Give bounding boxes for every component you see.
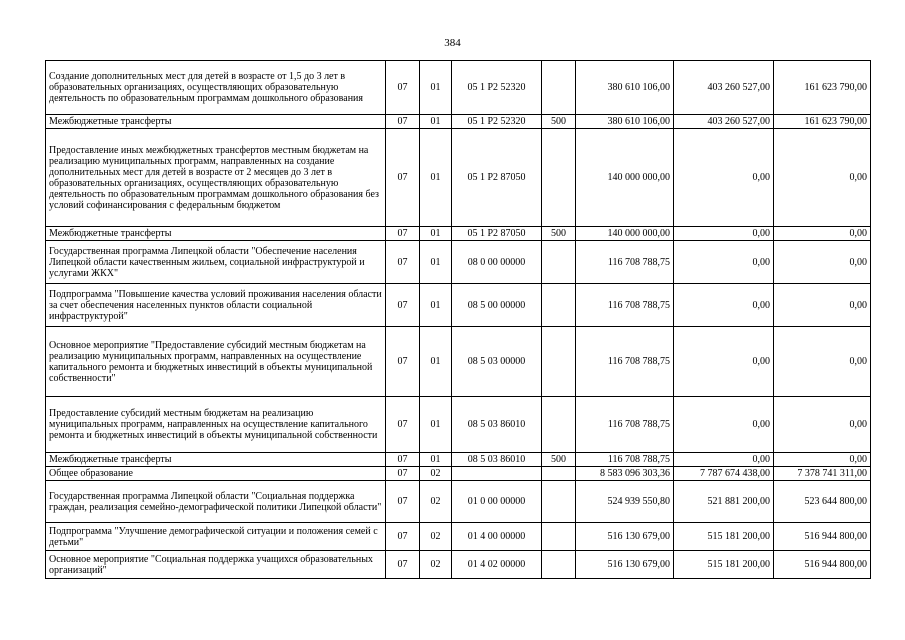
- expense-type-code: [542, 61, 576, 115]
- amount-3: 0,00: [774, 327, 871, 397]
- section-code: 07: [386, 284, 420, 327]
- section-code: 07: [386, 61, 420, 115]
- amount-2: 0,00: [674, 129, 774, 227]
- amount-3: 161 623 790,00: [774, 61, 871, 115]
- amount-3: 161 623 790,00: [774, 115, 871, 129]
- expense-type-code: 500: [542, 115, 576, 129]
- amount-1: 140 000 000,00: [576, 227, 674, 241]
- expense-type-code: [542, 284, 576, 327]
- section-code: 07: [386, 453, 420, 467]
- amount-2: 7 787 674 438,00: [674, 467, 774, 481]
- expense-type-code: 500: [542, 453, 576, 467]
- table-row: [46, 129, 871, 227]
- section-code: 07: [386, 115, 420, 129]
- expense-type-code: 500: [542, 227, 576, 241]
- target-article-code: 05 1 P2 87050: [452, 129, 542, 227]
- section-code: 07: [386, 397, 420, 453]
- subsection-code: 01: [420, 327, 452, 397]
- section-code: 07: [386, 129, 420, 227]
- amount-2: 0,00: [674, 327, 774, 397]
- amount-3: 0,00: [774, 129, 871, 227]
- row-name: Межбюджетные трансферты: [46, 453, 386, 467]
- section-code: 07: [386, 241, 420, 284]
- target-article-code: 08 5 00 00000: [452, 284, 542, 327]
- target-article-code: [452, 467, 542, 481]
- expense-type-code: [542, 129, 576, 227]
- amount-3: 7 378 741 311,00: [774, 467, 871, 481]
- expense-type-code: [542, 481, 576, 523]
- subsection-code: 01: [420, 453, 452, 467]
- table-row: [46, 227, 871, 241]
- subsection-code: 02: [420, 467, 452, 481]
- target-article-code: 08 5 03 86010: [452, 453, 542, 467]
- target-article-code: 01 4 00 00000: [452, 523, 542, 551]
- amount-1: 524 939 550,80: [576, 481, 674, 523]
- table-row: [46, 284, 871, 327]
- amount-2: 0,00: [674, 227, 774, 241]
- amount-2: 0,00: [674, 241, 774, 284]
- subsection-code: 01: [420, 129, 452, 227]
- table-row: [46, 397, 871, 453]
- row-name: Государственная программа Липецкой области "Обеспечение населения Липецкой области качественным жильем, социальной инфраструктурой и услугами ЖКХ": [46, 241, 386, 284]
- section-code: 07: [386, 481, 420, 523]
- amount-3: 516 944 800,00: [774, 523, 871, 551]
- expense-type-code: [542, 397, 576, 453]
- amount-3: 0,00: [774, 227, 871, 241]
- table-row: [46, 61, 871, 115]
- budget-table-body: [46, 61, 871, 579]
- row-name: Предоставление субсидий местным бюджетам на реализацию муниципальных программ, направленных на осуществление капитального ремонта и бюджетных инвестиций в объекты муниципальной собственности: [46, 397, 386, 453]
- amount-1: 116 708 788,75: [576, 241, 674, 284]
- row-name: Подпрограмма "Повышение качества условий проживания населения области за счет обеспечения населенных пунктов области социальной инфраструктурой": [46, 284, 386, 327]
- table-row: [46, 327, 871, 397]
- amount-1: 116 708 788,75: [576, 284, 674, 327]
- amount-1: 140 000 000,00: [576, 129, 674, 227]
- amount-3: 516 944 800,00: [774, 551, 871, 579]
- expense-type-code: [542, 241, 576, 284]
- amount-3: 523 644 800,00: [774, 481, 871, 523]
- target-article-code: 08 0 00 00000: [452, 241, 542, 284]
- amount-1: 516 130 679,00: [576, 551, 674, 579]
- row-name: Общее образование: [46, 467, 386, 481]
- amount-2: 403 260 527,00: [674, 61, 774, 115]
- section-code: 07: [386, 227, 420, 241]
- amount-2: 521 881 200,00: [674, 481, 774, 523]
- target-article-code: 01 4 02 00000: [452, 551, 542, 579]
- amount-2: 403 260 527,00: [674, 115, 774, 129]
- amount-1: 116 708 788,75: [576, 453, 674, 467]
- row-name: Предоставление иных межбюджетных трансфертов местным бюджетам на реализацию муниципальных программ, направленных на создание дополнительных мест для детей в возрасте от 2 месяцев до 3 лет в образовательных организациях, осуществляющих образовательную деятельность по образовательным программам дошкольного образования без условий софинансирования с федеральным бюджетом: [46, 129, 386, 227]
- subsection-code: 01: [420, 61, 452, 115]
- table-row: [46, 481, 871, 523]
- amount-2: 515 181 200,00: [674, 523, 774, 551]
- table-row: [46, 115, 871, 129]
- target-article-code: 05 1 P2 52320: [452, 115, 542, 129]
- table-row: [46, 551, 871, 579]
- table-row: [46, 453, 871, 467]
- amount-1: 8 583 096 303,36: [576, 467, 674, 481]
- row-name: Основное мероприятие "Предоставление субсидий местным бюджетам на реализацию муниципальных программ, направленных на осуществление капитального ремонта и бюджетных инвестиций в объекты муниципальной собственности": [46, 327, 386, 397]
- subsection-code: 01: [420, 284, 452, 327]
- amount-2: 0,00: [674, 397, 774, 453]
- row-name: Государственная программа Липецкой области "Социальная поддержка граждан, реализация семейно-демографической политики Липецкой области": [46, 481, 386, 523]
- amount-1: 380 610 106,00: [576, 115, 674, 129]
- expense-type-code: [542, 523, 576, 551]
- subsection-code: 02: [420, 551, 452, 579]
- target-article-code: 08 5 03 00000: [452, 327, 542, 397]
- target-article-code: 05 1 P2 52320: [452, 61, 542, 115]
- table-row: [46, 467, 871, 481]
- page-number: 384: [444, 37, 461, 49]
- subsection-code: 01: [420, 115, 452, 129]
- row-name: Основное мероприятие "Социальная поддержка учащихся образовательных организаций": [46, 551, 386, 579]
- amount-3: 0,00: [774, 453, 871, 467]
- expense-type-code: [542, 467, 576, 481]
- subsection-code: 01: [420, 227, 452, 241]
- table-row: [46, 523, 871, 551]
- amount-3: 0,00: [774, 241, 871, 284]
- section-code: 07: [386, 467, 420, 481]
- row-name: Подпрограмма "Улучшение демографической ситуации и положения семей с детьми": [46, 523, 386, 551]
- subsection-code: 01: [420, 397, 452, 453]
- amount-2: 0,00: [674, 453, 774, 467]
- subsection-code: 01: [420, 241, 452, 284]
- amount-3: 0,00: [774, 284, 871, 327]
- row-name: Межбюджетные трансферты: [46, 115, 386, 129]
- section-code: 07: [386, 551, 420, 579]
- amount-1: 116 708 788,75: [576, 397, 674, 453]
- expense-type-code: [542, 327, 576, 397]
- expense-type-code: [542, 551, 576, 579]
- section-code: 07: [386, 327, 420, 397]
- amount-3: 0,00: [774, 397, 871, 453]
- amount-1: 380 610 106,00: [576, 61, 674, 115]
- amount-2: 515 181 200,00: [674, 551, 774, 579]
- subsection-code: 02: [420, 481, 452, 523]
- subsection-code: 02: [420, 523, 452, 551]
- amount-1: 116 708 788,75: [576, 327, 674, 397]
- amount-2: 0,00: [674, 284, 774, 327]
- budget-table: [45, 60, 871, 579]
- row-name: Межбюджетные трансферты: [46, 227, 386, 241]
- target-article-code: 05 1 P2 87050: [452, 227, 542, 241]
- row-name: Создание дополнительных мест для детей в возрасте от 1,5 до 3 лет в образовательных организациях, осуществляющих образовательную деятельность по образовательным программам дошкольного образования: [46, 61, 386, 115]
- section-code: 07: [386, 523, 420, 551]
- table-row: [46, 241, 871, 284]
- target-article-code: 01 0 00 00000: [452, 481, 542, 523]
- target-article-code: 08 5 03 86010: [452, 397, 542, 453]
- amount-1: 516 130 679,00: [576, 523, 674, 551]
